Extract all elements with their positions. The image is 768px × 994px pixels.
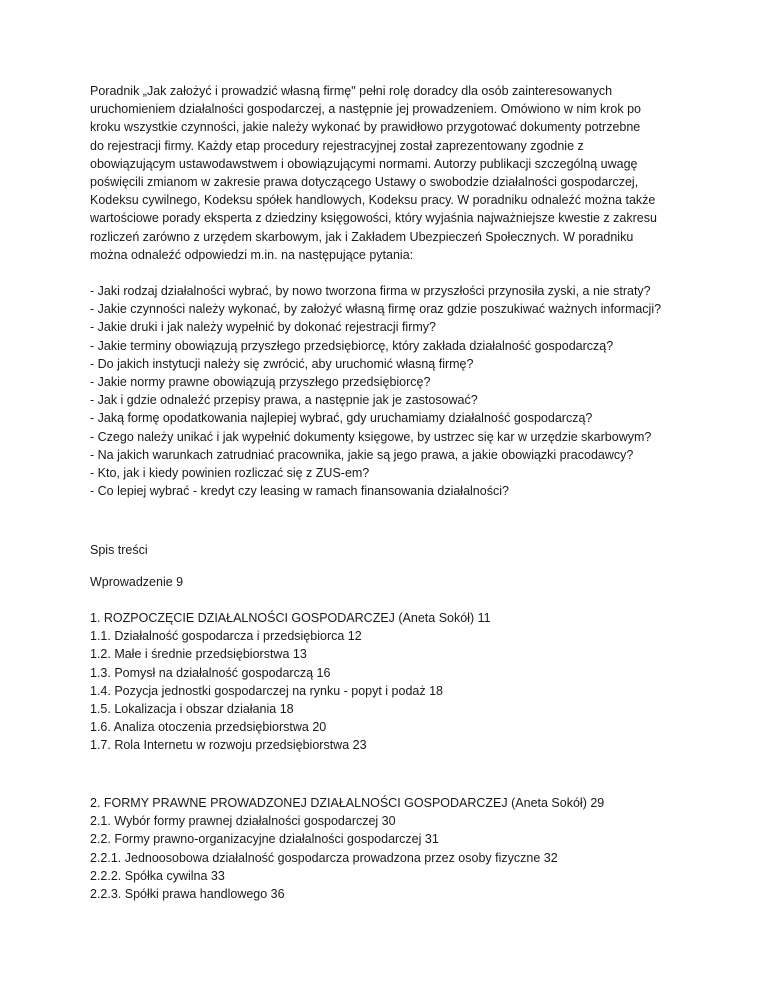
intro-line: uruchomieniem działalności gospodarczej, a następnie jej prowadzeniem. Omówiono w nim krok po	[90, 102, 641, 117]
toc-entry: 1.4. Pozycja jednostki gospodarczej na rynku - popyt i podaż 18	[90, 683, 443, 698]
toc-entry: 1.6. Analiza otoczenia przedsiębiorstwa 20	[90, 720, 327, 735]
toc-entry: 2.2. Formy prawno-organizacyjne działalności gospodarczej 31	[90, 832, 439, 847]
question-item: - Czego należy unikać i jak wypełnić dokumenty księgowe, by ustrzec się kar w urzędzie skarbowym?	[90, 429, 652, 444]
intro-line: Poradnik „Jak założyć i prowadzić własną firmę" pełni rolę doradcy dla osób zainteresowanych	[90, 84, 613, 98]
question-item: - Jakie druki i jak należy wypełnić by dokonać rejestracji firmy?	[90, 320, 436, 335]
toc-chapter-1	[90, 609, 690, 755]
toc-title: Spis treści	[90, 543, 148, 557]
question-item: - Jakie terminy obowiązują przyszłego przedsiębiorcę, który zakłada działalność gospodarczą?	[90, 338, 614, 353]
question-item: - Jaki rodzaj działalności wybrać, by nowo tworzona firma w przyszłości przynosiła zyski, a nie straty?	[90, 284, 651, 298]
intro-line: kroku wszystkie czynności, jakie należy wykonać by prawidłowo przygotować dokumenty potrzebne	[90, 120, 641, 135]
toc-entry: 2.2.3. Spółki prawa handlowego 36	[90, 887, 285, 902]
toc-entry: 1.1. Działalność gospodarcza i przedsiębiorca 12	[90, 629, 362, 644]
intro-line: Kodeksu cywilnego, Kodeksu spółek handlowych, Kodeksu pracy. W poradniku odnaleźć można także	[90, 193, 656, 208]
question-item: - Kto, jak i kiedy powinien rozliczać się z ZUS-em?	[90, 466, 370, 481]
question-item: - Do jakich instytucji należy się zwrócić, aby uruchomić własną firmę?	[90, 356, 474, 371]
question-item: - Jak i gdzie odnaleźć przepisy prawa, a następnie jak je zastosować?	[90, 393, 478, 408]
intro-line: można odnaleźć odpowiedzi m.in. na następujące pytania:	[90, 247, 414, 262]
question-item: - Jakie normy prawne obowiązują przyszłego przedsiębiorcę?	[90, 375, 431, 390]
toc-entry: 2. FORMY PRAWNE PROWADZONEJ DZIAŁALNOŚCI GOSPODARCZEJ (Aneta Sokół) 29	[90, 796, 605, 810]
toc-entry: 1. ROZPOCZĘCIE DZIAŁALNOŚCI GOSPODARCZEJ (Aneta Sokół) 11	[90, 611, 491, 625]
question-item: - Co lepiej wybrać - kredyt czy leasing w ramach finansowania działalności?	[90, 484, 509, 499]
intro-line: wartościowe porady eksperta z dziedziny księgowości, który wyjaśnia najważniejsze kwestie z zakresu	[90, 211, 657, 226]
intro-line: obowiązującym ustawodawstwem i obowiązującymi normami. Autorzy publikacji szczególną uwagę	[90, 156, 638, 171]
toc-entry: 1.5. Lokalizacja i obszar działania 18	[90, 702, 294, 717]
questions-list	[90, 282, 690, 500]
question-item: - Jaką formę opodatkowania najlepiej wybrać, gdy uruchamiamy działalność gospodarczą?	[90, 411, 593, 426]
toc-chapter-2	[90, 794, 690, 903]
toc-entry: 2.2.2. Spółka cywilna 33	[90, 868, 225, 883]
question-item: - Na jakich warunkach zatrudniać pracownika, jakie są jego prawa, a jakie obowiązki pracodawcy?	[90, 447, 634, 462]
question-item: - Jakie czynności należy wykonać, by założyć własną firmę oraz gdzie poszukiwać ważnych informacji?	[90, 302, 662, 317]
intro-paragraph	[90, 82, 690, 264]
toc-intro-entry: Wprowadzenie 9	[90, 575, 184, 589]
toc-entry: 2.2.1. Jednoosobowa działalność gospodarcza prowadzona przez osoby fizyczne 32	[90, 850, 558, 865]
toc-entry: 1.3. Pomysł na działalność gospodarczą 16	[90, 665, 331, 680]
intro-line: poświęcili zmianom w zakresie prawa dotyczącego Ustawy o swobodzie działalności gospodarczej,	[90, 175, 639, 190]
intro-line: rozliczeń zarówno z urzędem skarbowym, jak i Zakładem Ubezpieczeń Społecznych. W poradniku	[90, 229, 634, 244]
toc-entry: 1.7. Rola Internetu w rozwoju przedsiębiorstwa 23	[90, 738, 367, 753]
intro-line: do rejestracji firmy. Każdy etap procedury rejestracyjnej został zaprezentowany zgodnie z	[90, 138, 584, 153]
toc-entry: 1.2. Małe i średnie przedsiębiorstwa 13	[90, 647, 307, 662]
toc-entry: 2.1. Wybór formy prawnej działalności gospodarczej 30	[90, 814, 396, 829]
